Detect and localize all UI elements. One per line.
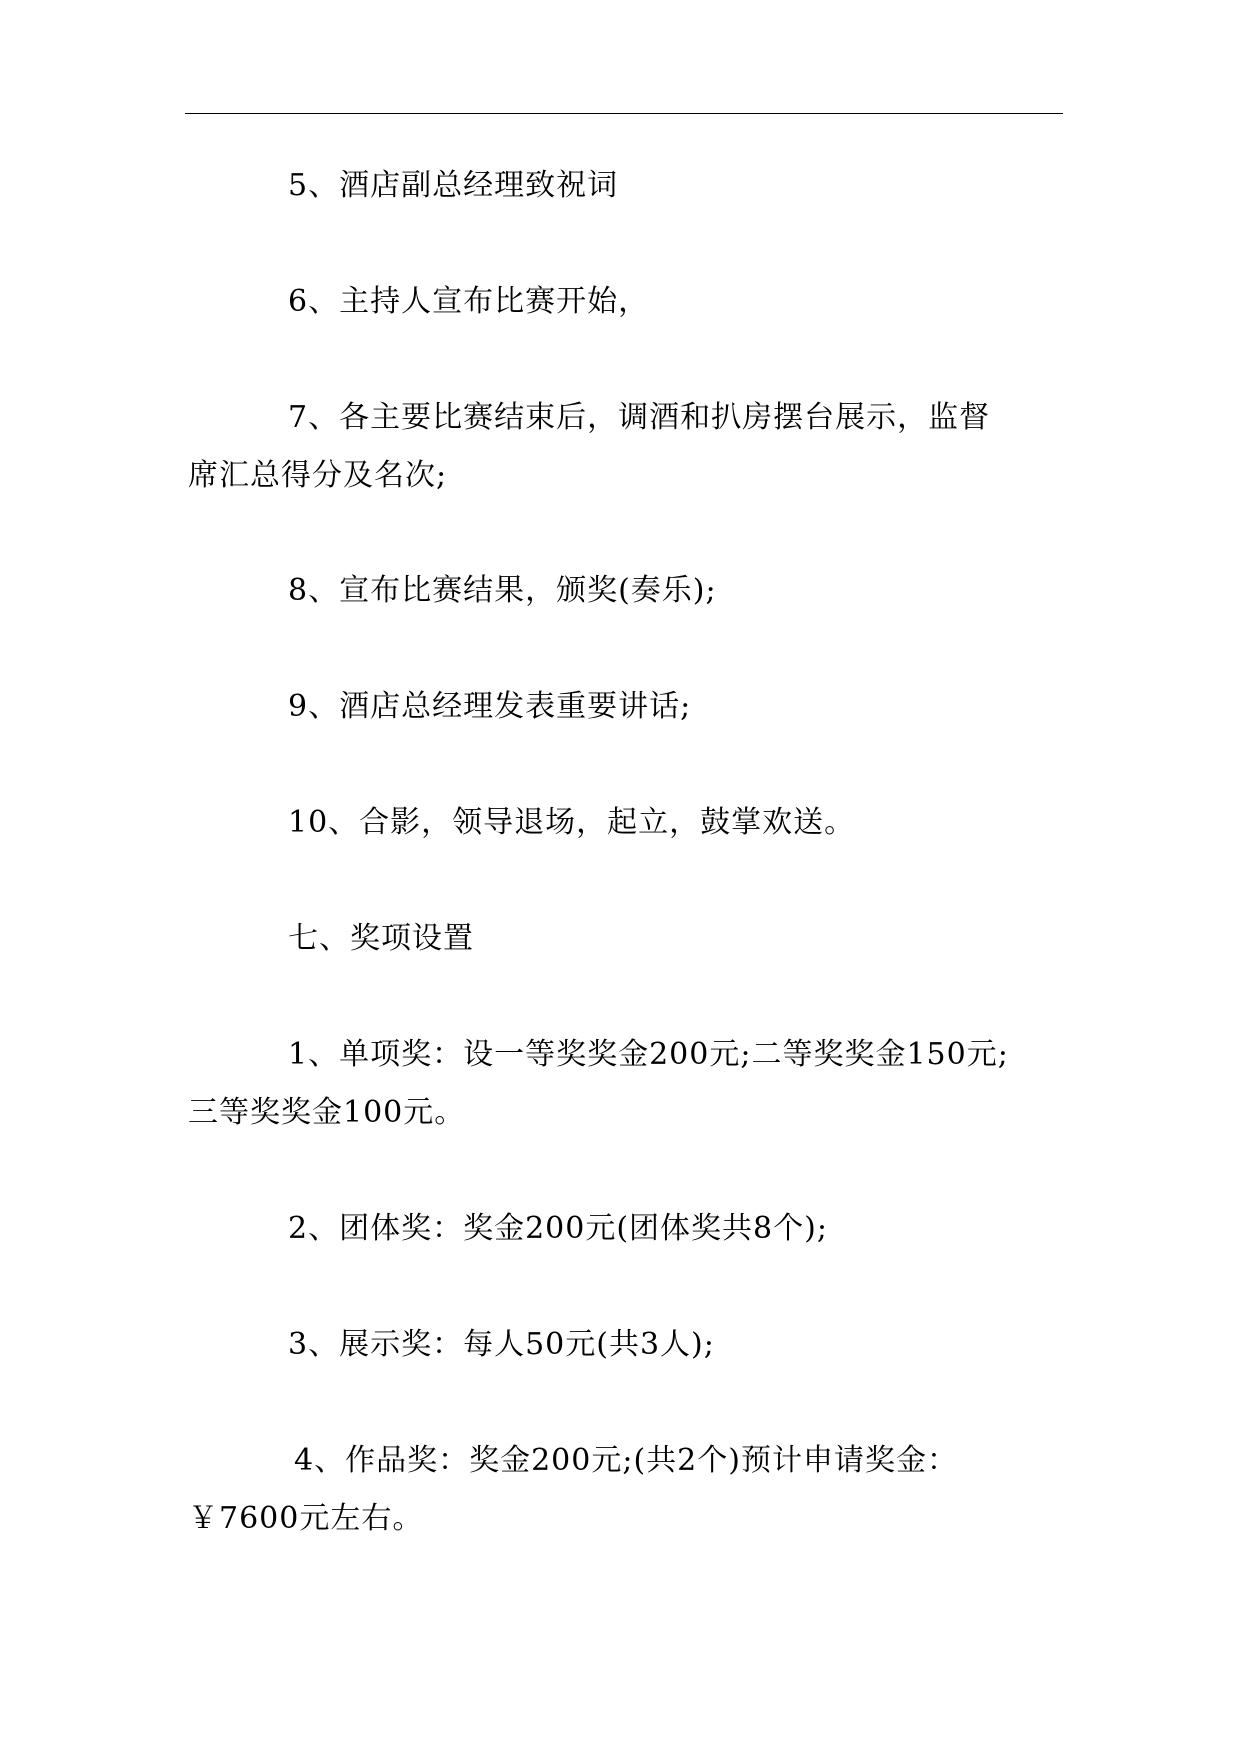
paragraph-item-6	[188, 273, 1068, 331]
paragraph-line-continuation: 席汇总得分及名次;	[188, 458, 448, 493]
paragraph-line: 1、单项奖：设一等奖奖金200元;二等奖奖金150元;	[288, 1037, 1009, 1072]
paragraph-line: 4、作品奖：奖金200元;(共2个)预计申请奖金：	[294, 1443, 958, 1478]
paragraph-item-5	[188, 157, 1068, 215]
award-item-3	[188, 1316, 1068, 1374]
award-item-2	[188, 1200, 1068, 1258]
award-item-4	[188, 1432, 1068, 1548]
paragraph-line: 3、展示奖：每人50元(共3人);	[288, 1327, 715, 1362]
award-item-1	[188, 1026, 1068, 1142]
section-heading-awards	[188, 910, 1068, 968]
paragraph-item-9	[188, 678, 1068, 736]
paragraph-line: 5、酒店副总经理致祝词	[288, 168, 619, 203]
paragraph-line: 2、团体奖：奖金200元(团体奖共8个);	[288, 1211, 828, 1246]
paragraph-line-continuation: 三等奖奖金100元。	[188, 1095, 466, 1130]
paragraph-item-10	[188, 794, 1068, 852]
paragraph-line: 6、主持人宣布比赛开始，	[288, 284, 650, 319]
section-heading-text: 七、奖项设置	[288, 921, 474, 956]
paragraph-line: 8、宣布比赛结果，颁奖(奏乐);	[288, 573, 717, 608]
paragraph-line-continuation: ￥7600元左右。	[188, 1501, 424, 1536]
paragraph-line: 9、酒店总经理发表重要讲话;	[288, 689, 692, 724]
paragraph-line: 7、各主要比赛结束后，调酒和扒房摆台展示，监督	[288, 400, 991, 435]
paragraph-line: 10、合影，领导退场，起立，鼓掌欢送。	[288, 805, 856, 840]
paragraph-item-8	[188, 562, 1068, 620]
paragraph-item-7	[188, 389, 1068, 505]
header-rule	[185, 113, 1063, 114]
